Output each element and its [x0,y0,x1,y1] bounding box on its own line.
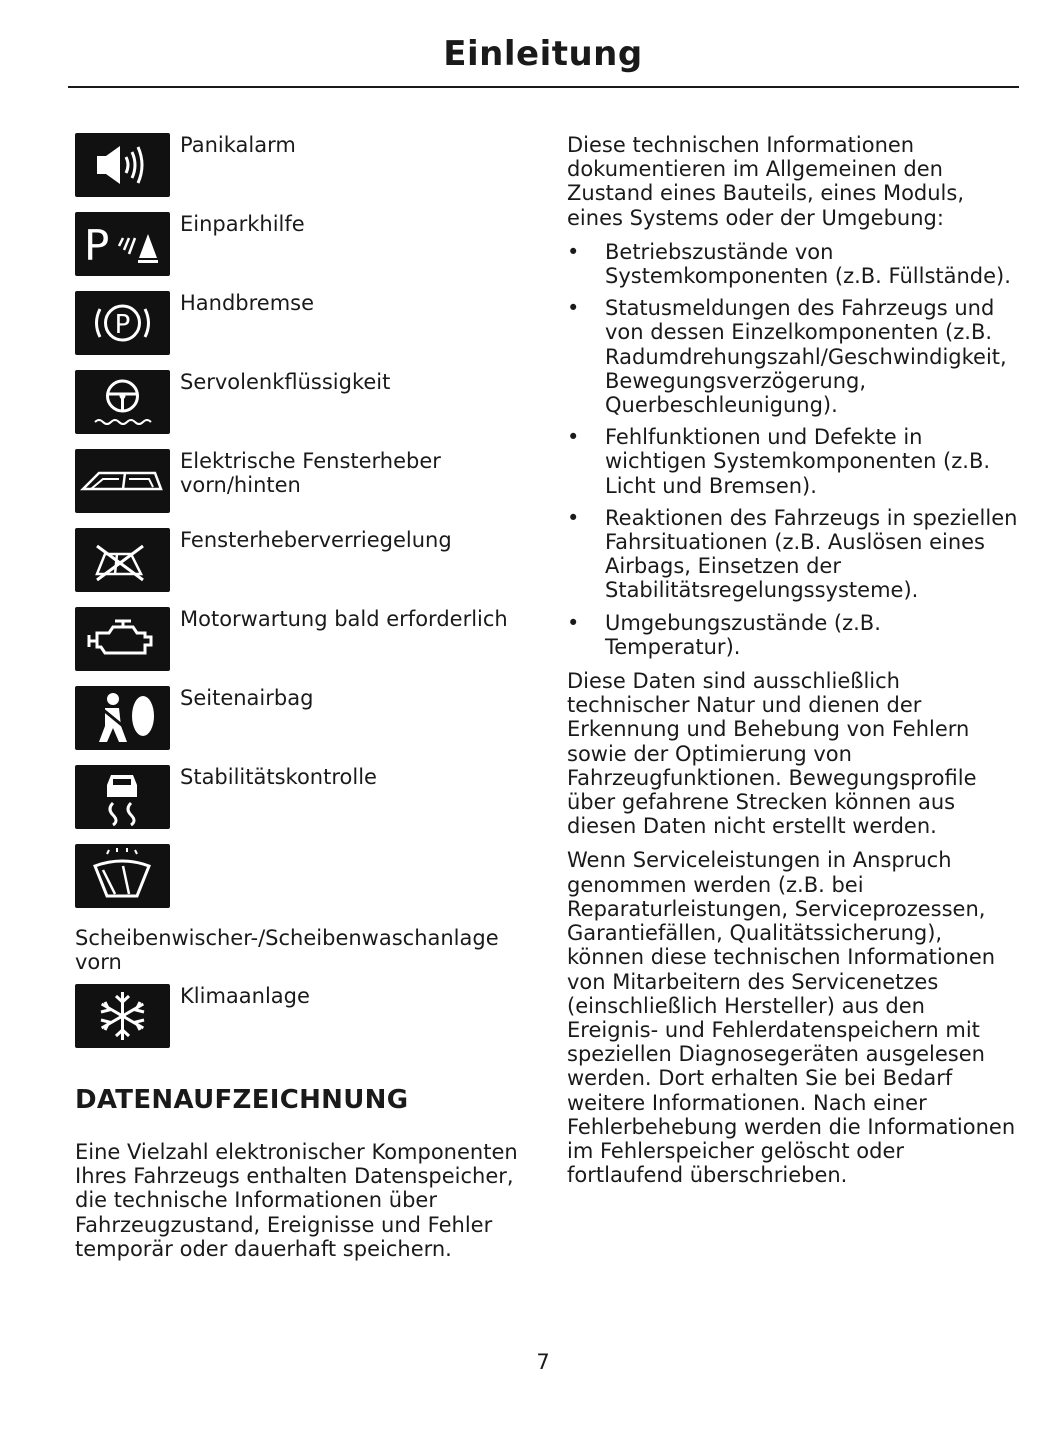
power-windows-icon [75,449,170,513]
bullet-marker: • [567,239,580,264]
section-intro: Eine Vielzahl elektronischer Komponenten Ihres Fahrzeugs enthalten Datenspeicher, die technische Informationen über Fahrzeugzustand, Ereignisse und Fehler temporär oder dauerhaft speichern. [75,1140,518,1261]
symbol-label: Servolenkflüssigkeit [180,370,391,394]
symbol-row [75,133,530,212]
symbol-label: Klimaanlage [180,984,310,1008]
header-divider [68,86,1019,88]
symbol-row [75,765,530,844]
parking-brake-icon [75,291,170,355]
list-item: • Fehlfunktionen und Defekte in wichtigen Systemkomponenten (z.B. Licht und Bremsen). [567,425,991,498]
air-conditioning-icon [75,984,170,1048]
paragraph: Diese technischen Informationen dokumentieren im Allgemeinen den Zustand eines Bauteils, eines Moduls, eines Systems oder der Umgebung: [567,133,965,230]
list-item: • Statusmeldungen des Fahrzeugs und von dessen Einzelkomponenten (z.B. Radumdrehungszahl/Geschwindigkeit, Bewegungsverzögerung, Querbeschleunigung). [567,296,1007,418]
symbol-label: Einparkhilfe [180,212,305,236]
bullet-marker: • [567,505,580,530]
symbol-row [75,984,530,1063]
panic-alarm-icon [75,133,170,197]
windscreen-wiper-icon [75,844,170,908]
symbol-row [75,291,530,370]
paragraph: Diese Daten sind ausschließlich technischer Natur und dienen der Erkennung und Behebung von Fehlern sowie der Optimierung von Fahrzeugfunktionen. Bewegungsprofile über gefahrene Strecken können aus diesen Daten nicht erstellt werden. [567,669,977,839]
section-heading: DATENAUFZEICHNUNG [75,1085,409,1115]
page-number: 7 [536,1350,550,1374]
symbol-label: Stabilitätskontrolle [180,765,377,789]
right-column [567,133,1019,1197]
list-item: • Betriebszustände von Systemkomponenten (z.B. Füllstände). [567,239,1011,289]
svg-text:P: P [84,221,110,270]
symbol-list [75,133,530,1063]
symbol-row [75,449,530,528]
list-item: • Reaktionen des Fahrzeugs in speziellen Fahrsituationen (z.B. Auslösen eines Airbags, Einsetzen der Stabilitätsregelungssysteme). [567,505,1018,603]
symbol-label: Panikalarm [180,133,296,157]
engine-service-icon [75,607,170,671]
symbol-row [75,212,530,291]
symbol-row [75,370,530,449]
symbol-label: Scheibenwischer-/Scheibenwaschanlage vorn [75,926,499,974]
window-lock-icon [75,528,170,592]
bullet-marker: • [567,296,580,321]
symbol-row [75,844,530,984]
symbol-label: Handbremse [180,291,315,315]
symbol-label: Fensterheberverriegelung [180,528,452,552]
symbol-label: Seitenairbag [180,686,314,710]
symbol-row [75,686,530,765]
symbol-label: Motorwartung bald erforderlich [180,607,508,631]
symbol-row [75,528,530,607]
symbol-label: Elektrische Fensterheber vorn/hinten [180,449,441,497]
paragraph: Wenn Serviceleistungen in Anspruch genommen werden (z.B. bei Reparaturleistungen, Serviceprozessen, Garantiefällen, Qualitätssicherung), können diese technischen Informationen von Mitarbeitern des Servicenetzes (einschließlich Hersteller) aus den Ereignis- und Fehlerdatenspeichern mit speziellen Diagnosegeräten ausgelesen werden. Dort erhalten Sie bei Bedarf weitere Informationen. Nach einer Fehlerbehebung werden die Informationen im Fehlerspeicher gelöscht oder fortlaufend überschrieben. [567,848,1016,1188]
bullet-list [567,240,1019,659]
symbol-row [75,607,530,686]
side-airbag-icon [75,686,170,750]
list-item: • Umgebungszustände (z.B. Temperatur). [567,610,881,659]
bullet-marker: • [567,610,580,635]
power-steering-fluid-icon [75,370,170,434]
stability-control-icon [75,765,170,829]
bullet-marker: • [567,425,580,450]
parking-aid-icon [75,212,170,276]
page-title: Einleitung [443,34,643,74]
svg-text:P: P [114,310,131,340]
